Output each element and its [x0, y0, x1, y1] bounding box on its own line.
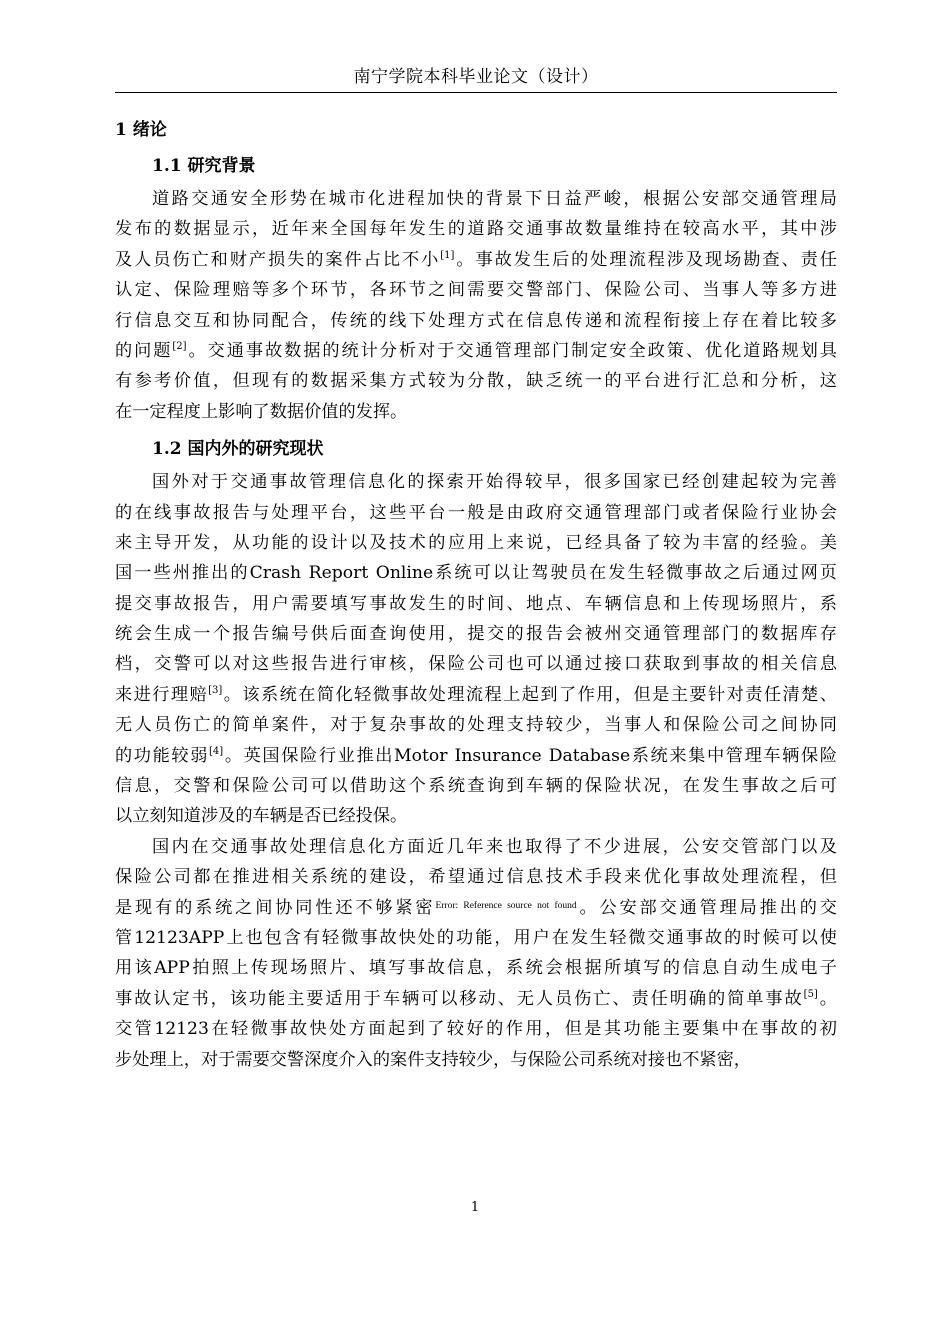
line-text: 的在线事故报告与处理平台，这些平台一般是由政府交通管理部门或者保险行业协会 [115, 502, 837, 523]
paragraph-line [115, 1045, 837, 1075]
citation-marker: [3] [208, 684, 223, 696]
line-text: 的问题 [115, 340, 173, 361]
line-text: 管12123APP上也包含有轻微事故快处的功能，用户在发生轻微交通事故的时候可以使 [115, 927, 837, 948]
line-text: 来进行理赔 [115, 684, 209, 705]
line-text: 事故认定书，该功能主要适用于车辆可以移动、无人员伤亡、责任明确的简单事故 [115, 988, 804, 1009]
citation-marker: [4] [209, 745, 224, 757]
paragraph-line [115, 528, 837, 558]
paragraph-line [115, 953, 837, 983]
citation-marker: [2] [172, 340, 187, 352]
paragraph-line [115, 649, 837, 679]
paragraph-line [115, 467, 837, 497]
line-text: 国一些州推出的Crash Report Online系统可以让驾驶员在发生轻微事故之后通过网页 [115, 563, 837, 584]
line-text: 行信息交互和协同配合，传统的线下处理方式在信息传递和流程衔接上存在着比较多 [115, 310, 837, 331]
line-text: 保险公司都在推进相关系统的建设，希望通过信息技术手段来优化事故处理流程，但 [115, 867, 837, 888]
reference-error-marker: Error: Reference source not found [435, 900, 577, 911]
paragraph-line [115, 771, 837, 801]
paragraph-line [115, 923, 837, 953]
line-text: 是现有的系统之间协同性还不够紧密 [115, 897, 436, 918]
line-text: 步处理上，对于需要交警深度介入的案件支持较少，与保险公司系统对接也不紧密， [115, 1049, 751, 1070]
line-text-continued: 。 [817, 988, 837, 1009]
line-text-continued: 。该系统在简化轻微事故处理流程上起到了作用，但是主要针对责任清楚、 [222, 684, 837, 705]
paragraph-line [115, 801, 837, 831]
line-text-continued: 。交通事故数据的统计分析对于交通管理部门制定安全政策、优化道路规划具 [186, 340, 837, 361]
line-text: 无人员伤亡的简单案件，对于复杂事故的处理支持较少，当事人和保险公司之间协同 [115, 715, 837, 736]
paragraph-line [115, 397, 837, 427]
paragraph-line [115, 558, 837, 588]
header-title: 南宁学院本科毕业论文（设计） [353, 67, 599, 87]
line-text-continued: 。英国保险行业推出Motor Insurance Database系统来集中管理车辆保险 [223, 745, 837, 766]
line-text: 统会生成一个报告编号供后面查询使用，提交的报告会被州交通管理部门的数据库存 [115, 624, 837, 645]
paragraph [115, 184, 837, 427]
line-text: 提交事故报告，用户需要填写事故发生的时间、地点、车辆信息和上传现场照片，系 [115, 593, 837, 614]
paragraph [115, 467, 837, 832]
line-text: 国内在交通事故处理信息化方面近几年来也取得了不少进展，公安交管部门以及 [152, 836, 837, 857]
paragraph-line [115, 245, 837, 275]
citation-marker: [1] [440, 249, 455, 261]
paragraph-line [115, 275, 837, 305]
line-text: 有参考价值，但现有的数据采集方式较为分散，缺乏统一的平台进行汇总和分析，这 [115, 371, 837, 392]
paragraph-line [115, 680, 837, 710]
paragraph-line [115, 184, 837, 214]
section-heading: 1.2 国内外的研究现状 [152, 439, 324, 460]
paragraph-line [115, 893, 837, 923]
paragraph-line [115, 214, 837, 244]
citation-marker: [5] [803, 988, 818, 1000]
line-text: 档，交警可以对这些报告进行审核，保险公司也可以通过接口获取到事故的相关信息 [115, 654, 837, 675]
line-text: 信息，交警和保险公司可以借助这个系统查询到车辆的保险状况，在发生事故之后可 [115, 776, 837, 797]
paragraph-line [115, 589, 837, 619]
paragraph [115, 832, 837, 1075]
line-text: 以立刻知道涉及的车辆是否已经投保。 [115, 806, 408, 827]
line-text: 在一定程度上影响了数据价值的发挥。 [115, 401, 408, 422]
line-text: 及人员伤亡和财产损失的案件占比不小 [115, 249, 441, 270]
line-text: 认定、保险理赔等多个环节，各环节之间需要交警部门、保险公司、当事人等多方进 [115, 280, 837, 301]
paragraph-line [115, 306, 837, 336]
page-header [115, 64, 837, 93]
line-text: 发布的数据显示，近年来全国每年发生的道路交通事故数量维持在较高水平，其中涉 [115, 219, 837, 240]
line-text: 来主导开发，从功能的设计以及技术的应用上来说，已经具备了较为丰富的经验。美 [115, 532, 837, 553]
paragraph-line [115, 366, 837, 396]
paragraph-line [115, 832, 837, 862]
paragraph-line [115, 984, 837, 1014]
paragraph-line [115, 619, 837, 649]
line-text: 交管12123在轻微事故快处方面起到了较好的作用，但是其功能主要集中在事故的初 [115, 1019, 837, 1040]
line-text: 道路交通安全形势在城市化进程加快的背景下日益严峻，根据公安部交通管理局 [152, 189, 837, 209]
line-text: 用该APP拍照上传现场照片、填写事故信息，系统会根据所填写的信息自动生成电子 [115, 958, 837, 979]
paragraph-line [115, 741, 837, 771]
paragraph-line [115, 498, 837, 528]
paragraph-line [115, 710, 837, 740]
line-text: 的功能较弱 [115, 745, 210, 766]
page-number: 1 [470, 1200, 480, 1215]
line-text-continued: 。事故发生后的处理流程涉及现场勘查、责任 [454, 249, 837, 270]
paragraph-line [115, 1014, 837, 1044]
line-text-continued: 。公安部交通管理局推出的交 [576, 897, 837, 918]
document-body [115, 112, 837, 1075]
paragraph-line [115, 336, 837, 366]
line-text: 国外对于交通事故管理信息化的探索开始得较早，很多国家已经创建起较为完善 [152, 472, 837, 493]
paragraph-line [115, 862, 837, 892]
section-heading: 1.1 研究背景 [152, 156, 256, 176]
chapter-heading: 1 绪论 [115, 120, 167, 140]
